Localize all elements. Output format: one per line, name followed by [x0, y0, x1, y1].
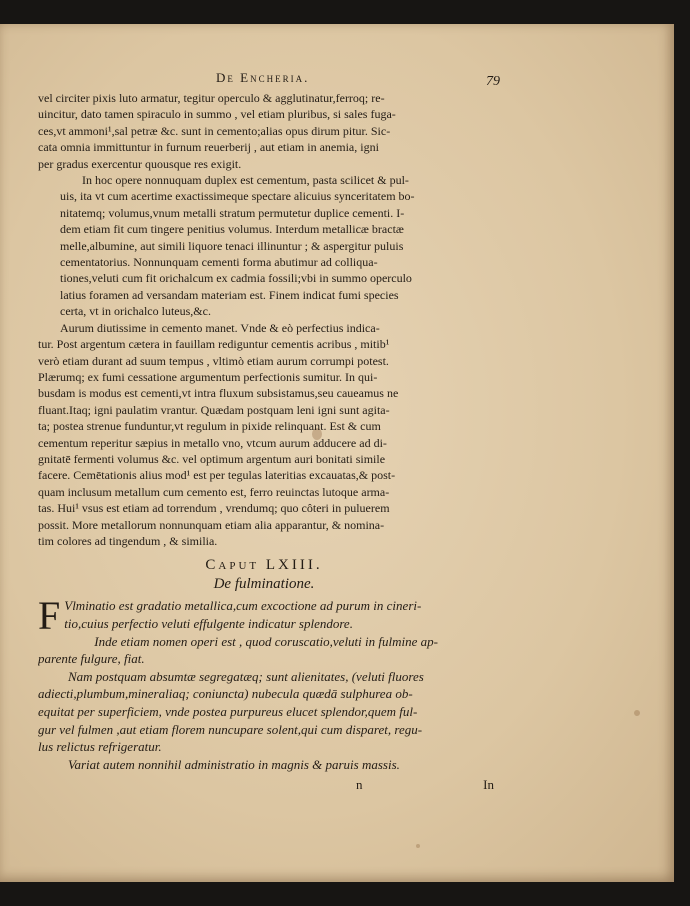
text-line: vel circiter pixis luto armatur, tegitur operculo & agglutinatur,ferroq; re-	[38, 91, 385, 105]
text-line: nitatemq; volumus,vnum metalli stratum permutetur duplice cementi. I-	[60, 205, 405, 220]
catchword: In	[483, 777, 494, 793]
text-line: possit. More metallorum nonnunquam etiam alia apparantur, & nomina-	[38, 517, 385, 532]
ink-dot	[416, 844, 420, 848]
text-line: cata omnia immittuntur in furnum reuerberij , aut etiam in anemia, igni	[38, 140, 379, 155]
text-line: Plærumq; ex fumi cessatione argumentum perfectionis sumitur. In qui-	[38, 369, 378, 384]
signature-mark: n	[356, 777, 363, 793]
text-line: tim colores ad tingendum , & similia.	[38, 533, 218, 548]
paragraph-fulminatio	[38, 593, 490, 639]
text-line: tur. Post argentum cætera in fauillam rediguntur cementis acribus , mitib¹	[38, 337, 390, 352]
text-line: Nam postquam absumtæ segregatæq; sunt alienitates, (veluti fluores	[68, 668, 424, 684]
page-number: 79	[486, 74, 500, 89]
chapter-heading: Caput LXIII.	[205, 557, 323, 574]
text-line: tio,cuius perfectio veluti effulgente indicatur splendore.	[64, 615, 353, 631]
page-footer	[38, 777, 494, 797]
text-line: tas. Hui¹ vsus est etiam ad torrendum , vrendumq; quo côteri in puluerem	[38, 501, 390, 516]
text-line: lus relictus refrigeratur.	[38, 739, 162, 755]
running-head: De Encheria.	[216, 70, 310, 85]
text-line: parente fulgure, fiat.	[38, 651, 145, 667]
text-line: verò etiam durant ad suum tempus , vltimò etiam aurum corrumpi potest.	[38, 353, 389, 368]
chapter-title: De fulminatione.	[213, 576, 315, 593]
paragraph-nam	[38, 668, 490, 756]
text-line: fluant.Itaq; igni paulatim vrantur. Quædam postquam leni igni sunt agita-	[38, 402, 390, 417]
drop-cap: F	[38, 593, 61, 639]
paragraph-2	[38, 172, 490, 320]
text-line: adiecti,plumbum,mineraliaq; coniuncta) nubecula quædā sulphurea ob-	[38, 686, 413, 702]
paragraph-3	[38, 320, 490, 550]
text-line: uincitur, dato tamen spiraculo in summo , vel etiam pluribus, si sales fuga-	[38, 107, 396, 122]
text-line: cementatorius. Nonnunquam cementi forma abutimur ad colliqua-	[60, 255, 378, 270]
text-line: ces,vt ammoni¹,sal petræ &c. sunt in cemento;alias opus dirum pitur. Sic-	[38, 123, 391, 138]
text-line: Inde etiam nomen operi est , quod coruscatio,veluti in fulmine ap-	[94, 633, 438, 649]
book-page	[0, 24, 674, 882]
text-line: Vlminatio est gradatio metallica,cum excoctione ad purum in cineri-	[64, 598, 422, 614]
text-line: dem etiam fit cum tingere penitius volumus. Interdum metallicæ bractæ	[60, 222, 404, 237]
text-line: uis, ita vt cum acertime exactissimeque spectare alicuius synceritatem bo-	[60, 189, 415, 204]
chapter-body	[38, 593, 490, 773]
paragraph-inde	[38, 633, 490, 668]
text-line: per gradus exercentur quousque res exigit.	[38, 156, 242, 171]
paragraph-1	[38, 90, 490, 172]
text-line: equitat per superficiem, vnde postea purpureus elucet splendor,quem ful-	[38, 703, 418, 719]
ink-dot	[634, 710, 640, 716]
paragraph-variat	[38, 756, 490, 774]
text-line: In hoc opere nonnuquam duplex est cementum, pasta scilicet & pul-	[82, 173, 409, 188]
text-line: latius foramen ad versandam materiam est. Finem indicat fumi species	[60, 287, 399, 302]
text-line: melle,albumine, aut simili liquore tenaci illinuntur ; & aspergitur puluis	[60, 238, 404, 253]
text-line: Variat autem nonnihil administratio in magnis & paruis massis.	[68, 756, 400, 772]
text-line: ta; postea strenue funduntur,vt regulum in pixide relinquant. Est & cum	[38, 419, 381, 434]
text-line: gnitatē fermenti volumus &c. vel optimum argentum auri bonitati simile	[38, 451, 386, 466]
text-line: quam inclusum metallum cum cemento est, ferro reuinctas lutoque arma-	[38, 484, 390, 499]
page-header	[38, 68, 500, 90]
text-line: cementum reperitur sæpius in metallo vno, vtcum aurum adducere ad di-	[38, 435, 387, 450]
text-line: facere. Cemētationis alius mod¹ est per tegulas lateritias excauatas,& post-	[38, 468, 396, 483]
text-line: certa, vt in orichalco luteus,&c.	[60, 304, 211, 319]
text-line: tiones,veluti cum fit orichalcum ex cadmia fossili;vbi in summo operculo	[60, 271, 412, 286]
text-line: gur vel fulmen ,aut etiam florem nuncupare solent,qui cum disparet, regu-	[38, 721, 423, 737]
text-line: Aurum diutissime in cemento manet. Vnde & eò perfectius indica-	[60, 320, 380, 335]
text-line: busdam is modus est cementi,vt intra fluxum subsistamus,seu caueamus ne	[38, 386, 399, 401]
page-text	[38, 68, 500, 797]
